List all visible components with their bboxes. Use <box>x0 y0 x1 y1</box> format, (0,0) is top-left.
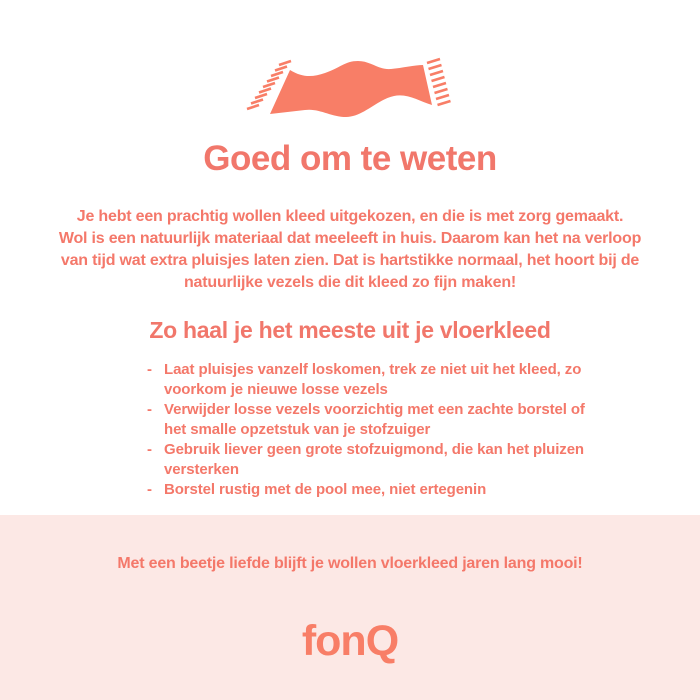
footer-note: Met een beetje liefde blijft je wollen vloerkleed jaren lang mooi! <box>117 555 583 572</box>
intro-text <box>0 206 700 294</box>
intro-line: natuurlijke vezels die dit kleed zo fijn maken! <box>183 274 517 291</box>
list-item: - Laat pluisjes vanzelf loskomen, trek ze niet uit het kleed, zo voorkom je nieuwe losse vezels <box>145 360 600 400</box>
tips-list <box>145 360 600 500</box>
brand-logo: fonQ <box>301 617 399 665</box>
footer-band <box>0 515 700 700</box>
intro-line: van tijd wat extra pluisjes laten zien. Dat is hartstikke normaal, het hoort bij de <box>60 252 640 269</box>
rug-icon <box>245 52 460 132</box>
page-title: Goed om te weten <box>203 139 497 178</box>
rug-fringe-right <box>427 59 451 105</box>
list-item: - Borstel rustig met de pool mee, niet ertegenin <box>145 480 600 500</box>
section-title: Zo haal je het meeste uit je vloerkleed <box>149 317 551 343</box>
intro-line: Wol is een natuurlijk materiaal dat meeleeft in huis. Daarom kan het na verloop <box>58 230 642 247</box>
intro-line: Je hebt een prachtig wollen kleed uitgekozen, en die is met zorg gemaakt. <box>76 208 624 225</box>
list-item: - Gebruik liever geen grote stofzuigmond, die kan het pluizen versterken <box>145 440 600 480</box>
list-item: - Verwijder losse vezels voorzichtig met een zachte borstel of het smalle opzetstuk van je stofzuiger <box>145 400 600 440</box>
